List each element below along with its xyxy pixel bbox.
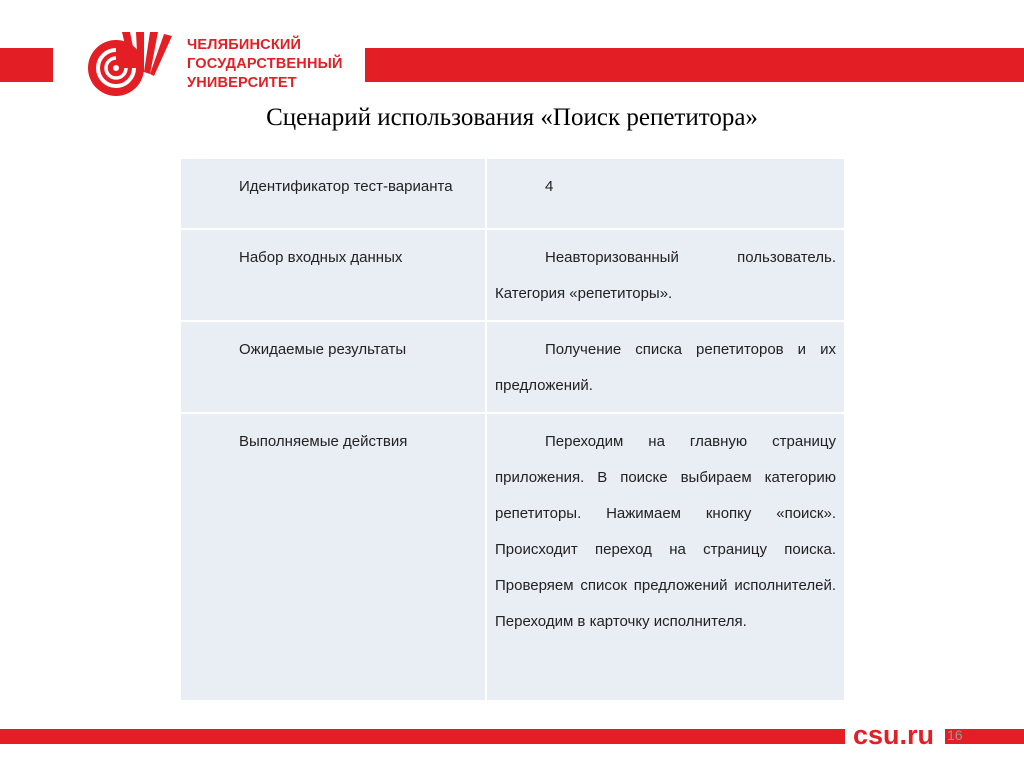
table-row xyxy=(180,158,845,229)
table-row xyxy=(180,229,845,321)
university-logo-icon xyxy=(80,32,180,98)
row-label: Идентификатор тест-варианта xyxy=(180,158,486,229)
row-label: Выполняемые действия xyxy=(180,413,486,701)
row-value: Переходим на главную страницу приложения. В поиске выбираем категорию репетиторы. Нажимаем кнопку «поиск». Происходит переход на страницу поиска. Проверяем список предложений исполнителей. Переходим в карточку исполнителя. xyxy=(486,413,845,701)
row-value: Получение списка репетиторов и их предложений. xyxy=(486,321,845,413)
header-bar-left xyxy=(0,48,53,82)
row-value: 4 xyxy=(486,158,845,229)
test-case-table xyxy=(179,157,846,702)
header-bar-right xyxy=(365,48,1024,82)
site-link[interactable]: csu.ru xyxy=(853,720,935,750)
row-label: Набор входных данных xyxy=(180,229,486,321)
footer-bar-left xyxy=(0,729,845,744)
row-label: Ожидаемые результаты xyxy=(180,321,486,413)
table-row xyxy=(180,413,845,701)
slide-title: Сценарий использования «Поиск репетитора» xyxy=(266,104,758,131)
university-name xyxy=(187,36,343,93)
university-name-line: УНИВЕРСИТЕТ xyxy=(187,75,297,91)
row-value: Неавторизованный пользователь. Категория «репетиторы». xyxy=(486,229,845,321)
university-name-line: ЧЕЛЯБИНСКИЙ xyxy=(187,37,302,53)
table-row xyxy=(180,321,845,413)
page-number: 16 xyxy=(947,727,963,743)
university-name-line: ГОСУДАРСТВЕННЫЙ xyxy=(187,56,343,72)
